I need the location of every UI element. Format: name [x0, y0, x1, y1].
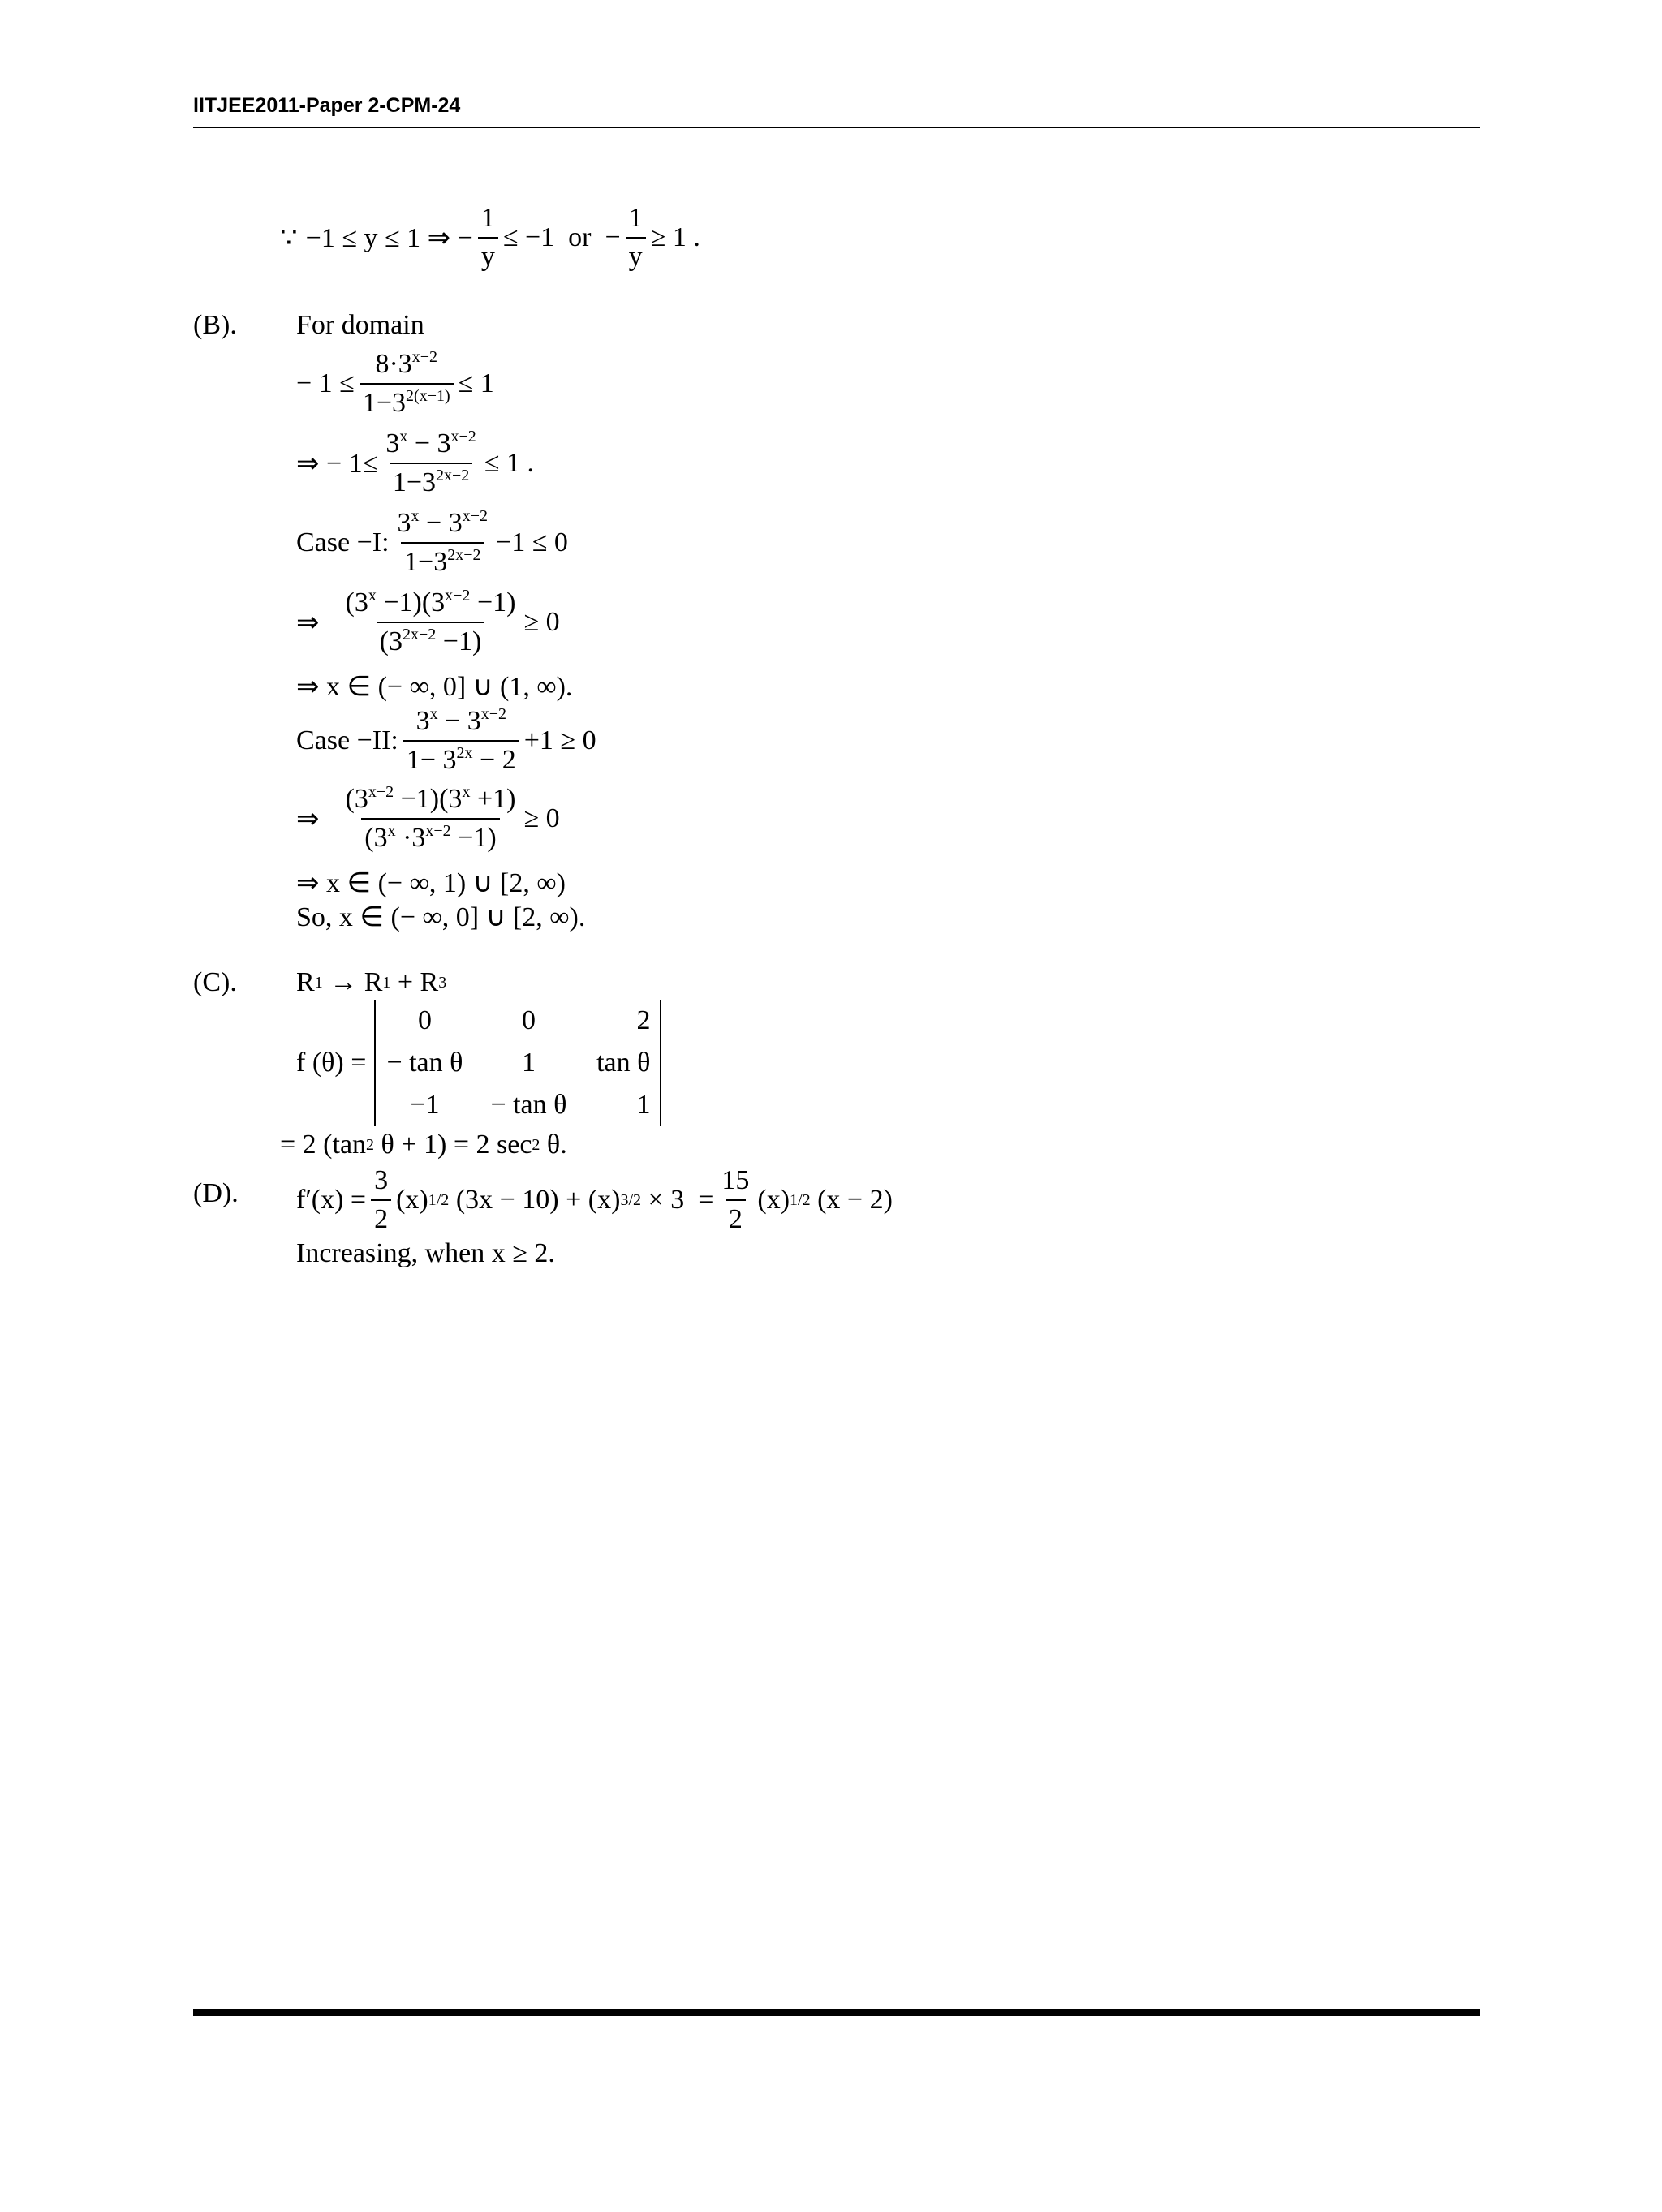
part-b-label: (B). [193, 310, 237, 340]
line2-fraction [382, 428, 479, 498]
fraction-1-over-y [478, 203, 498, 273]
frac-num: 3 [374, 1165, 389, 1195]
implication-1-fraction [342, 587, 519, 657]
part-a-line [280, 203, 700, 273]
frac-den: $(3^{2x-2} -1)$ [377, 622, 485, 657]
frac-den: y [478, 237, 498, 273]
case-2-post: +1 ≥ 0 [523, 725, 596, 755]
result-2: ⇒ x ∈ (− ∞, 1) ∪ [2, ∞) [296, 868, 566, 898]
frac-num: $3^x - 3^{x-2}$ [385, 428, 476, 458]
matrix-cell: −1 [410, 1090, 440, 1120]
case-1-line [296, 508, 568, 578]
part-a-right: ≥ 1 . [650, 222, 700, 252]
frac-num: 1 [628, 203, 643, 233]
part-b-line2 [296, 428, 534, 498]
implication-1-post: ≥ 0 [523, 607, 560, 637]
frac-num: $8\cdot 3^{x-2}$ [375, 348, 438, 379]
frac-den: $(3^x \cdot 3^{x-2} -1)$ [361, 818, 499, 854]
fraction-15-over-2 [718, 1165, 752, 1235]
part-a-left: −1 ≤ y ≤ 1 ⇒ − [305, 223, 473, 253]
derivative-lhs: f′(x) = [296, 1185, 367, 1215]
result-1: ⇒ x ∈ (− ∞, 0] ∪ (1, ∞). [296, 672, 573, 702]
matrix-row [377, 1084, 658, 1126]
frac-den: 2 [726, 1199, 746, 1235]
case-2-fraction [403, 706, 519, 776]
part-c-result: = 2 (tan 2 θ + 1) = 2 sec 2 θ. [280, 1130, 567, 1160]
matrix-cell: − tan θ [386, 1048, 463, 1078]
frac-num: $(3^x -1)(3^{x-2} -1)$ [345, 587, 516, 618]
matrix-cell: − tan θ [490, 1090, 567, 1120]
part-c-label: (C). [193, 967, 237, 997]
line1-post: ≤ 1 [458, 368, 494, 398]
derivative-line: f′(x) = $\frac{3}{2}$ (x) 1/2 (3x − 10) + (x) 3/2 × 3 = $\frac{15}{2}$ (x) 1/2 (x − 2) [296, 1165, 893, 1234]
case-1-fraction [394, 508, 491, 578]
matrix-row [377, 1000, 658, 1042]
implication-2-fraction [342, 784, 519, 854]
part-b-conclusion: So, x ∈ (− ∞, 0] ∪ [2, ∞). [296, 902, 586, 932]
part-a-mid: ≤ −1 or − [502, 222, 621, 252]
frac-num: 15 [721, 1165, 750, 1195]
case-1-post: −1 ≤ 0 [496, 527, 568, 557]
header-rule [193, 127, 1480, 128]
frac-den: y [626, 237, 646, 273]
line1-pre: − 1 ≤ [296, 368, 355, 398]
determinant [374, 1000, 661, 1126]
case-2-line [296, 706, 596, 776]
matrix-cell: tan θ [596, 1048, 651, 1078]
frac-num: 1 [480, 203, 495, 233]
part-d-label: (D). [193, 1178, 239, 1208]
matrix-cell: 1 [521, 1048, 536, 1078]
footer-rule [193, 2009, 1480, 2016]
frac-num: $3^x - 3^{x-2}$ [397, 507, 489, 538]
matrix-cell: 0 [417, 1005, 432, 1035]
line2-pre: ⇒ − 1≤ [296, 449, 378, 479]
implication-2-line [296, 784, 560, 854]
implication-2-post: ≥ 0 [523, 803, 560, 833]
line2-post: ≤ 1 . [484, 448, 534, 478]
frac-den: 2 [371, 1199, 391, 1235]
frac-den: $1-3^{2x-2}$ [401, 542, 484, 578]
case-2-label: Case −II: [296, 725, 398, 755]
fraction-3-over-2 [371, 1165, 391, 1235]
f-theta-label: f (θ) = [296, 1048, 367, 1078]
matrix-row [377, 1042, 658, 1084]
part-b-line1 [296, 349, 494, 419]
fraction-1-over-y-2 [626, 203, 646, 273]
matrix-cell: 2 [636, 1005, 651, 1035]
part-b-heading: For domain [296, 310, 424, 340]
matrix-cell: 1 [636, 1090, 651, 1120]
frac-den: $1-3^{2(x-1)}$ [360, 383, 454, 419]
determinant-line [296, 1000, 661, 1126]
frac-den: $1-3^{2x-2}$ [390, 463, 472, 498]
row-operation: R 1 → R 1 + R 3 [296, 967, 447, 997]
implication-1-line [296, 587, 560, 657]
header-title: IITJEE2011-Paper 2-CPM-24 [193, 94, 461, 117]
frac-num: $(3^{x-2} -1)(3^x +1)$ [345, 783, 516, 814]
implies-symbol: ⇒ [296, 608, 320, 638]
case-1-label: Case −I: [296, 527, 390, 557]
frac-num: $3^x - 3^{x-2}$ [416, 705, 507, 736]
part-d-conclusion: Increasing, when x ≥ 2. [296, 1238, 555, 1268]
implies-symbol: ⇒ [296, 804, 320, 834]
because-symbol: ∵ [280, 223, 298, 253]
matrix-cell: 0 [521, 1005, 536, 1035]
frac-den: $1- 3^{2x} - 2$ [403, 740, 519, 776]
line1-fraction [360, 349, 454, 419]
